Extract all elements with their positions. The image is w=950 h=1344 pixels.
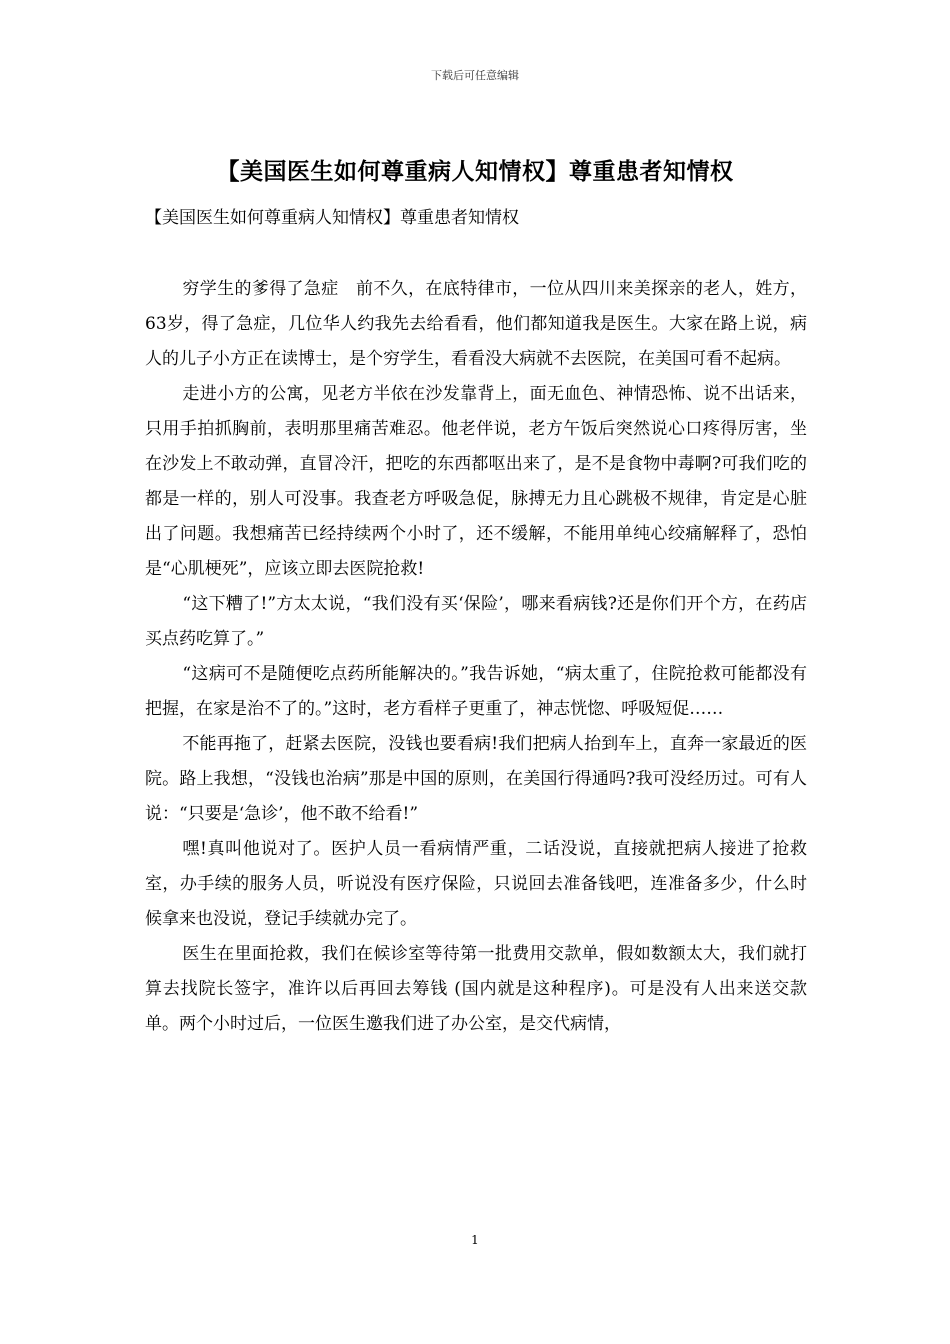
paragraph: 走进小方的公寓，见老方半依在沙发靠背上，面无血色、神情恐怖、说不出话来，只用手拍抓胸前，表明那里痛苦难忍。他老伴说，老方午饭后突然说心口疼得厉害，坐在沙发上不敢动弹，直冒冷汗，把吃的东西都呕出来了，是不是食物中毒啊?可我们吃的都是一样的，别人可没事。我查老方呼吸急促，脉搏无力且心跳极不规律，肯定是心脏出了问题。我想痛苦已经持续两个小时了，还不缓解，不能用单纯心绞痛解释了，恐怕是“心肌梗死”，应该立即去医院抢救! bbox=[145, 384, 807, 579]
paragraph: 医生在里面抢救，我们在候诊室等待第一批费用交款单，假如数额太大，我们就打算去找院长签字，准许以后再回去筹钱 (国内就是这种程序)。可是没有人出来送交款单。两个小时过后，一位医生邀我们进了办公室，是交代病情， bbox=[145, 944, 807, 1034]
document-body bbox=[145, 272, 807, 1042]
paragraph: 不能再拖了，赶紧去医院，没钱也要看病!我们把病人抬到车上，直奔一家最近的医院。路上我想，“没钱也治病”那是中国的原则，在美国行得通吗?我可没经历过。可有人说：“只要是‘急诊’，他不敢不给看!” bbox=[145, 734, 807, 824]
document-subtitle: 【美国医生如何尊重病人知情权】尊重患者知情权 bbox=[145, 208, 519, 228]
paragraph: “这下糟了!”方太太说，“我们没有买‘保险’，哪来看病钱?还是你们开个方，在药店买点药吃算了。” bbox=[145, 594, 807, 649]
page-header: 下载后可任意编辑 bbox=[431, 69, 519, 82]
document-title: 【美国医生如何尊重病人知情权】尊重患者知情权 bbox=[216, 158, 734, 185]
page-number: 1 bbox=[471, 1233, 479, 1247]
paragraph: 穷学生的爹得了急症 前不久，在底特律市，一位从四川来美探亲的老人，姓方， 63岁，得了急症，几位华人约我先去给看看，他们都知道我是医生。大家在路上说，病人的儿子小方正在读博士，是个穷学生，看看没大病就不去医院，在美国可看不起病。 bbox=[145, 279, 807, 369]
paragraph: 嘿!真叫他说对了。医护人员一看病情严重，二话没说，直接就把病人接进了抢救室，办手续的服务人员，听说没有医疗保险，只说回去准备钱吧，连准备多少，什么时候拿来也没说，登记手续就办完了。 bbox=[145, 839, 807, 929]
paragraph: “这病可不是随便吃点药所能解决的。”我告诉她，“病太重了，住院抢救可能都没有把握，在家是治不了的。”这时，老方看样子更重了，神志恍惚、呼吸短促…… bbox=[145, 664, 807, 719]
